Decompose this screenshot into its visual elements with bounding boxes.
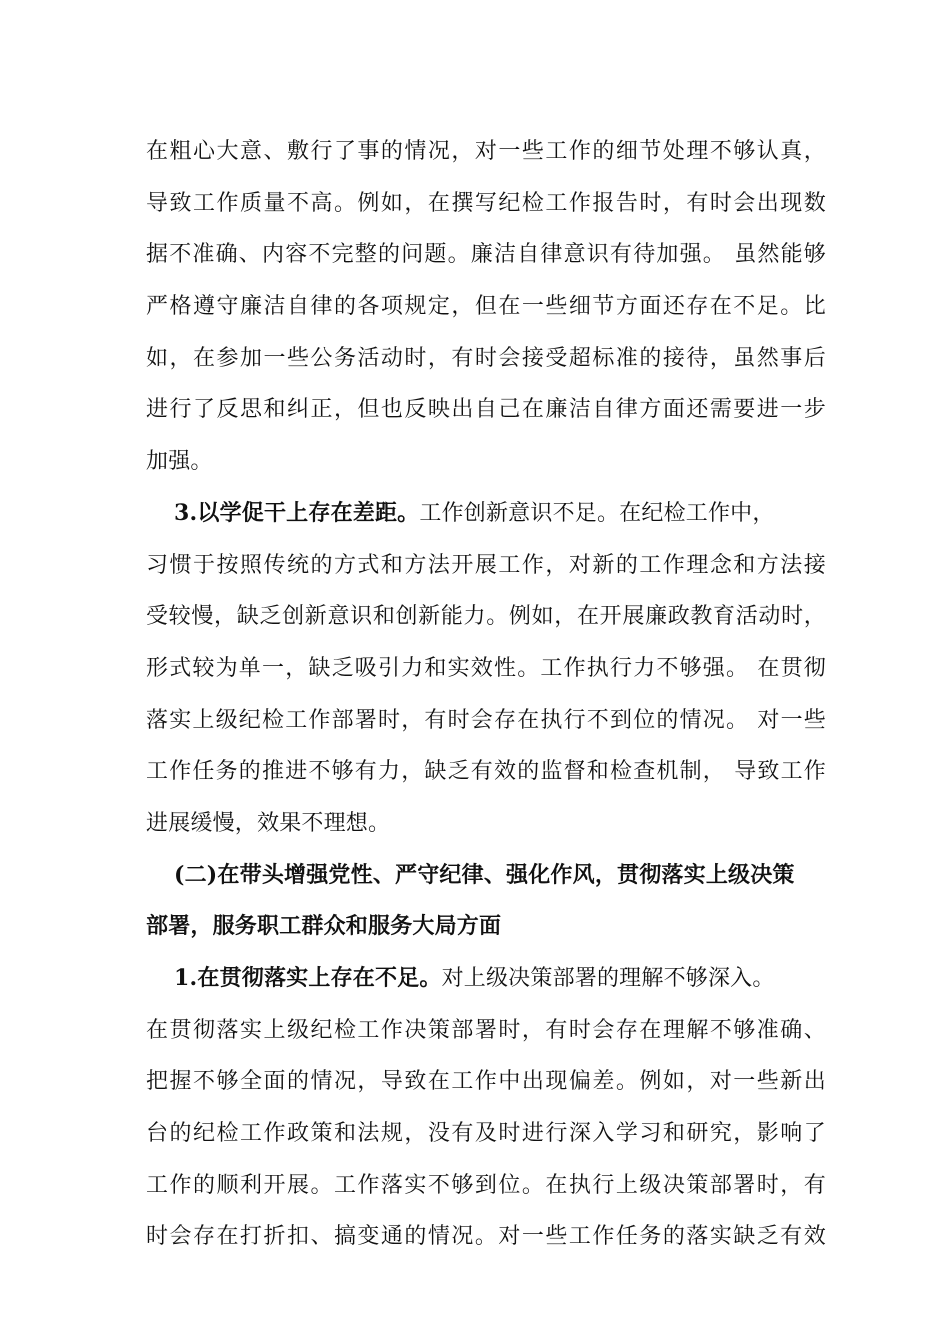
text-line: 习惯于按照传统的方式和方法开展工作，对新的工作理念和方法接 <box>146 552 826 578</box>
document-body <box>146 129 826 1266</box>
section-heading-line <box>146 853 826 905</box>
text-line: 在贯彻落实上级纪检工作决策部署时，有时会存在理解不够准确、 <box>146 1017 826 1043</box>
text-line: 进展缓慢，效果不理想。 <box>146 810 391 836</box>
text-line: 进行了反思和纠正，但也反映出自己在廉洁自律方面还需要进一步 <box>146 397 826 423</box>
section-heading: 1.在贯彻落实上存在不足。 <box>174 965 442 991</box>
text-line: 导致工作质量不高。例如，在撰写纪检工作报告时，有时会出现数 <box>146 190 826 216</box>
section-heading: 3.以学促干上存在差距。 <box>174 499 420 526</box>
text-line: 加强。 <box>146 449 213 475</box>
section-heading-line <box>146 904 826 956</box>
text-line: 形式较为单一，缺乏吸引力和实效性。工作执行力不够强。 在贯彻 <box>146 655 826 681</box>
text-line: 把握不够全面的情况，导致在工作中出现偏差。例如，对一些新出 <box>146 1069 826 1095</box>
text-line: 落实上级纪检工作部署时，有时会存在执行不到位的情况。 对一些 <box>146 707 826 733</box>
text-line: 工作的顺利开展。工作落实不够到位。在执行上级决策部署时，有 <box>146 1172 826 1198</box>
text-line: 在粗心大意、敷行了事的情况，对一些工作的细节处理不够认真， <box>146 139 826 164</box>
text-line: 时会存在打折扣、搞变通的情况。对一些工作任务的落实缺乏有效 <box>146 1224 826 1250</box>
text-line: 如，在参加一些公务活动时，有时会接受超标准的接待，虽然事后 <box>146 345 826 371</box>
section-heading-line: 3.以学促干上存在差距。工作创新意识不足。在纪检工作中， <box>174 499 775 526</box>
section-heading: 部署，服务职工群众和服务大局方面 <box>146 913 502 940</box>
text-line: 据不准确、内容不完整的问题。廉洁自律意识有待加强。 虽然能够 <box>146 242 826 268</box>
text-line: 受较慢，缺乏创新意识和创新能力。例如，在开展廉政教育活动时， <box>146 604 826 630</box>
section-heading: (二)在带头增强党性、严守纪律、强化作风，贯彻落实上级决策 <box>174 861 795 888</box>
text-line: 工作任务的推进不够有力，缺乏有效的监督和检查机制， 导致工作 <box>146 759 826 785</box>
text-line: 台的纪检工作政策和法规，没有及时进行深入学习和研究，影响了 <box>146 1121 826 1147</box>
text-line: 严格遵守廉洁自律的各项规定，但在一些细节方面还存在不足。比 <box>146 294 826 320</box>
section-heading-line: 1.在贯彻落实上存在不足。对上级决策部署的理解不够深入。 <box>174 965 775 991</box>
